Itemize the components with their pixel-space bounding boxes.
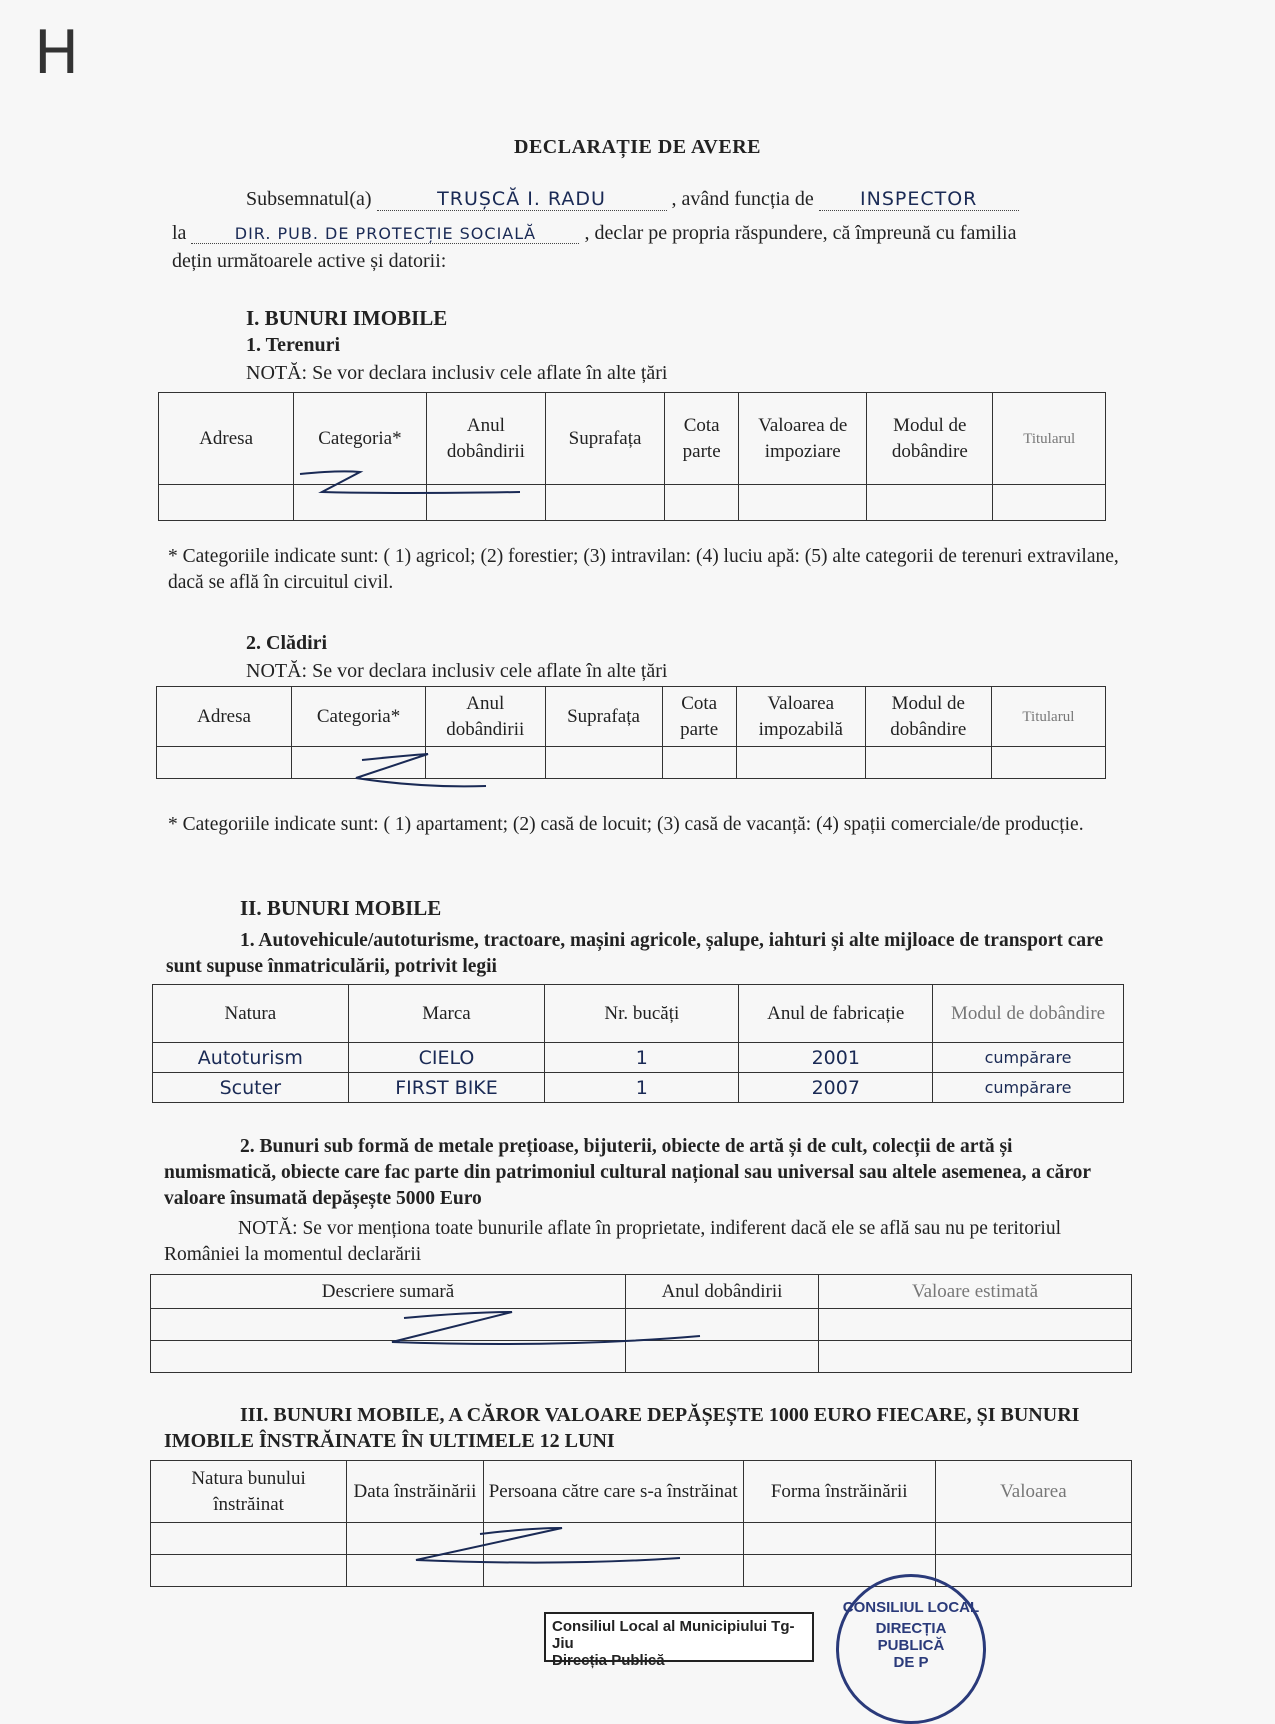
stamp-line-2: Direcția Publică	[552, 1652, 665, 1669]
cladiri-header-suprafata: Suprafața	[545, 687, 662, 747]
la-label: la	[172, 222, 187, 244]
valuables-cell	[819, 1341, 1132, 1373]
cladiri-cell	[157, 747, 292, 779]
terenuri-header-suprafata: Suprafața	[546, 393, 665, 485]
valuables-cell	[151, 1309, 626, 1341]
cladiri-nota: NOTĂ: Se vor declara inclusiv cele aflate în alte țări	[246, 660, 668, 682]
round-seal	[836, 1574, 986, 1724]
cladiri-cell	[865, 747, 991, 779]
terenuri-cell	[546, 485, 665, 521]
cladiri-cell	[736, 747, 865, 779]
auto-header-nr: Nr. bucăți	[545, 985, 739, 1043]
instrainate-cell	[935, 1555, 1131, 1587]
stamp-line-1: Consiliul Local al Municipiului Tg-Jiu	[552, 1618, 795, 1652]
terenuri-cell	[159, 485, 294, 521]
declarant-institution: DIR. PUB. DE PROTECȚIE SOCIALĂ	[191, 224, 579, 244]
declarant-function: INSPECTOR	[819, 188, 1019, 211]
cladiri-header-categoria: Categoria*	[292, 687, 426, 747]
terenuri-cell	[426, 485, 546, 521]
cladiri-header-anul: Anul dobândirii	[426, 687, 545, 747]
valuables-table	[150, 1274, 1132, 1373]
instrainate-cell	[347, 1555, 484, 1587]
valuables-cell	[151, 1341, 626, 1373]
terenuri-header-titularul: Titularul	[993, 393, 1106, 485]
corner-handwritten-mark: H	[34, 18, 80, 88]
instrainate-cell	[483, 1555, 743, 1587]
terenuri-nota: NOTĂ: Se vor declara inclusiv cele aflate în alte țări	[246, 362, 668, 384]
section-3-title: III. BUNURI MOBILE, A CĂROR VALOARE DEPĂȘEȘTE 1000 EURO FIECARE, ȘI BUNURI IMOBILE ÎNSTRĂINATE ÎN ULTIMELE 12 LUNI	[164, 1404, 1080, 1452]
section-2-title: II. BUNURI MOBILE	[240, 896, 442, 920]
instrainate-cell	[743, 1523, 935, 1555]
instrainate-header-persoana: Persoana către care s-a înstrăinat	[483, 1461, 743, 1523]
cladiri-header-cota: Cota parte	[662, 687, 736, 747]
instrainate-cell	[151, 1523, 347, 1555]
valuables-cell	[819, 1309, 1132, 1341]
cladiri-cell	[662, 747, 736, 779]
terenuri-cell	[993, 485, 1106, 521]
auto-header-marca: Marca	[348, 985, 545, 1043]
auto-row-2-marca: FIRST BIKE	[348, 1073, 545, 1103]
intro-line-1	[246, 188, 1019, 211]
terenuri-header-modul: Modul de dobândire	[867, 393, 993, 485]
seal-line-2: DIRECȚIA	[875, 1620, 947, 1637]
seal-line-1: CONSILIUL LOCAL	[842, 1599, 980, 1616]
auto-header-modul: Modul de dobândire	[933, 985, 1124, 1043]
cladiri-cell	[991, 747, 1105, 779]
valuables-header-valoare: Valoare estimată	[819, 1275, 1132, 1309]
instrainate-header-natura: Natura bunului înstrăinat	[151, 1461, 347, 1523]
instrainate-table	[150, 1460, 1132, 1587]
cladiri-footnote: * Categoriile indicate sunt: ( 1) apartament; (2) casă de locuit; (3) casă de vacanță: (4) spații comerciale/de producție.	[168, 814, 1084, 835]
valuables-cell	[626, 1309, 819, 1341]
cladiri-header-modul: Modul de dobândire	[865, 687, 991, 747]
terenuri-cell	[664, 485, 738, 521]
cladiri-cell	[292, 747, 426, 779]
valuables-header-anul: Anul dobândirii	[626, 1275, 819, 1309]
instrainate-cell	[935, 1523, 1131, 1555]
valuables-nota: NOTĂ: Se vor menționa toate bunurile aflate în proprietate, indiferent dacă ele se află sau nu pe teritoriul României la momentul declarării	[164, 1218, 1062, 1265]
valuables-title: 2. Bunuri sub formă de metale prețioase, bijuterii, obiecte de artă și de cult, colecții de artă și numismatică, obiecte care fac parte din patrimoniul cultural național sau universal sau altele asemenea, a căror valoare însumată depășește 5000 Euro	[164, 1136, 1091, 1209]
auto-row-1-nr: 1	[545, 1043, 739, 1073]
cladiri-table	[156, 686, 1106, 779]
terenuri-header-anul: Anul dobândirii	[426, 393, 546, 485]
cladiri-title: 2. Clădiri	[246, 632, 328, 654]
auto-row-2-natura: Scuter	[153, 1073, 349, 1103]
subsemnatul-label: Subsemnatul(a)	[246, 188, 372, 210]
declar-text: , declar pe propria răspundere, că împreună cu familia	[584, 222, 1017, 244]
cladiri-header-titularul: Titularul	[991, 687, 1105, 747]
auto-row-2-modul: cumpărare	[933, 1073, 1124, 1103]
valuables-cell	[626, 1341, 819, 1373]
instrainate-header-valoarea: Valoarea	[935, 1461, 1131, 1523]
terenuri-header-valoarea: Valoarea de impoziare	[739, 393, 867, 485]
terenuri-header-categoria: Categoria*	[294, 393, 426, 485]
intro-line-2	[172, 222, 1016, 245]
auto-table	[152, 984, 1124, 1103]
cladiri-header-adresa: Adresa	[157, 687, 292, 747]
seal-line-3: PUBLICĂ	[877, 1637, 945, 1654]
terenuri-cell	[294, 485, 426, 521]
auto-row-2-anul: 2007	[739, 1073, 933, 1103]
functia-label: , având funcția de	[671, 188, 814, 210]
institution-stamp	[544, 1612, 814, 1669]
auto-row-2-nr: 1	[545, 1073, 739, 1103]
terenuri-cell	[867, 485, 993, 521]
cladiri-cell	[426, 747, 545, 779]
auto-row-1-modul: cumpărare	[933, 1043, 1124, 1073]
valuables-header-descriere: Descriere sumară	[151, 1275, 626, 1309]
document-title: DECLARAȚIE DE AVERE	[514, 136, 761, 158]
auto-row-1-natura: Autoturism	[153, 1043, 349, 1073]
auto-header-natura: Natura	[153, 985, 349, 1043]
cladiri-header-valoarea: Valoarea impozabilă	[736, 687, 865, 747]
declarant-name: TRUȘCĂ I. RADU	[377, 188, 667, 211]
instrainate-cell	[151, 1555, 347, 1587]
terenuri-footnote: * Categoriile indicate sunt: ( 1) agricol; (2) forestier; (3) intravilan: (4) luciu apă: (5) alte categorii de terenuri extravilane, dacă se află în circuitul civil.	[168, 546, 1119, 593]
instrainate-header-forma: Forma înstrăinării	[743, 1461, 935, 1523]
terenuri-title: 1. Terenuri	[246, 334, 341, 356]
detin-text: dețin următoarele active și datorii:	[172, 250, 447, 272]
instrainate-cell	[483, 1523, 743, 1555]
auto-row-1-anul: 2001	[739, 1043, 933, 1073]
terenuri-cell	[739, 485, 867, 521]
auto-header-anul: Anul de fabricație	[739, 985, 933, 1043]
instrainate-cell	[347, 1523, 484, 1555]
auto-title: 1. Autovehicule/autoturisme, tractoare, mașini agricole, șalupe, iahturi și alte mijloace de transport care sunt supuse înmatriculării, potrivit legii	[166, 930, 1104, 977]
terenuri-header-adresa: Adresa	[159, 393, 294, 485]
auto-row-1-marca: CIELO	[348, 1043, 545, 1073]
terenuri-header-cota: Cota parte	[664, 393, 738, 485]
cladiri-cell	[545, 747, 662, 779]
seal-line-4: DE P	[893, 1654, 929, 1671]
terenuri-table	[158, 392, 1106, 521]
instrainate-header-data: Data înstrăinării	[347, 1461, 484, 1523]
section-1-title: I. BUNURI IMOBILE	[246, 306, 448, 330]
